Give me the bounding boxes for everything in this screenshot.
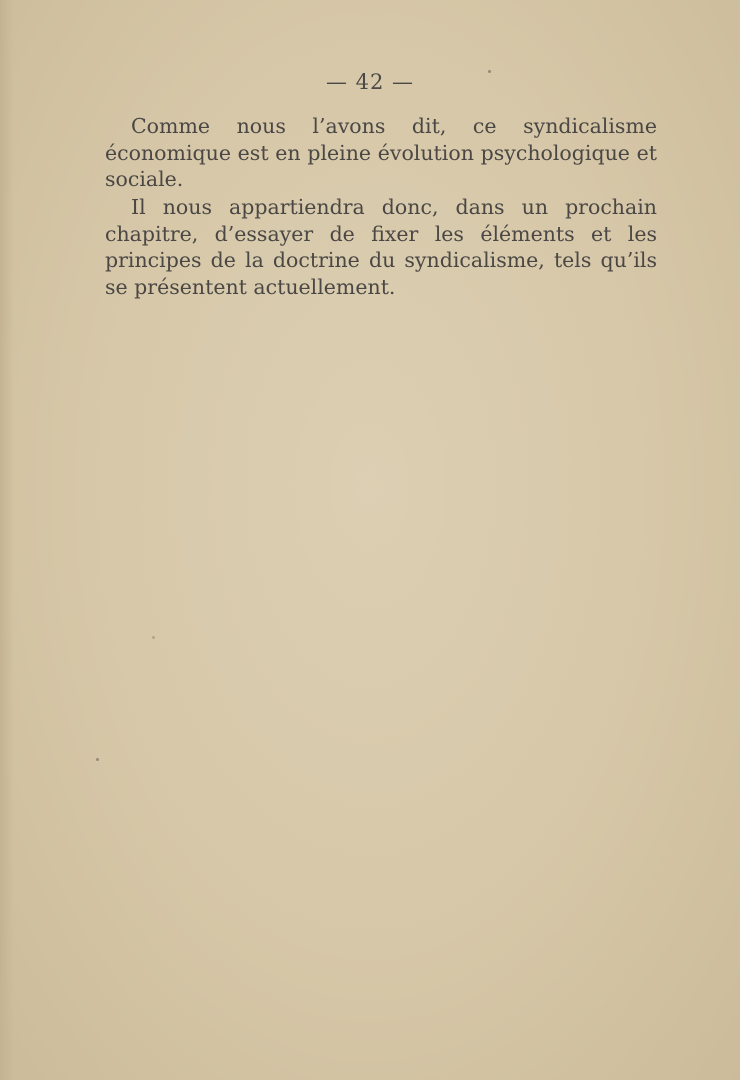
- ink-speck: [488, 70, 491, 73]
- ink-speck: [96, 758, 99, 761]
- paragraph-1: Comme nous l’avons dit, ce syndicalisme économique est en pleine évolution psychologique et sociale.: [105, 114, 657, 191]
- ink-speck: [152, 636, 155, 639]
- paragraph-2: Il nous appartiendra donc, dans un prochain chapitre, d’essayer de fixer les éléments et les principes de la doctrine du syndicalisme, tels qu’ils se présentent actuellement.: [105, 195, 657, 299]
- page-number: — 42 —: [325, 70, 415, 94]
- page-edge-shadow: [0, 0, 14, 1080]
